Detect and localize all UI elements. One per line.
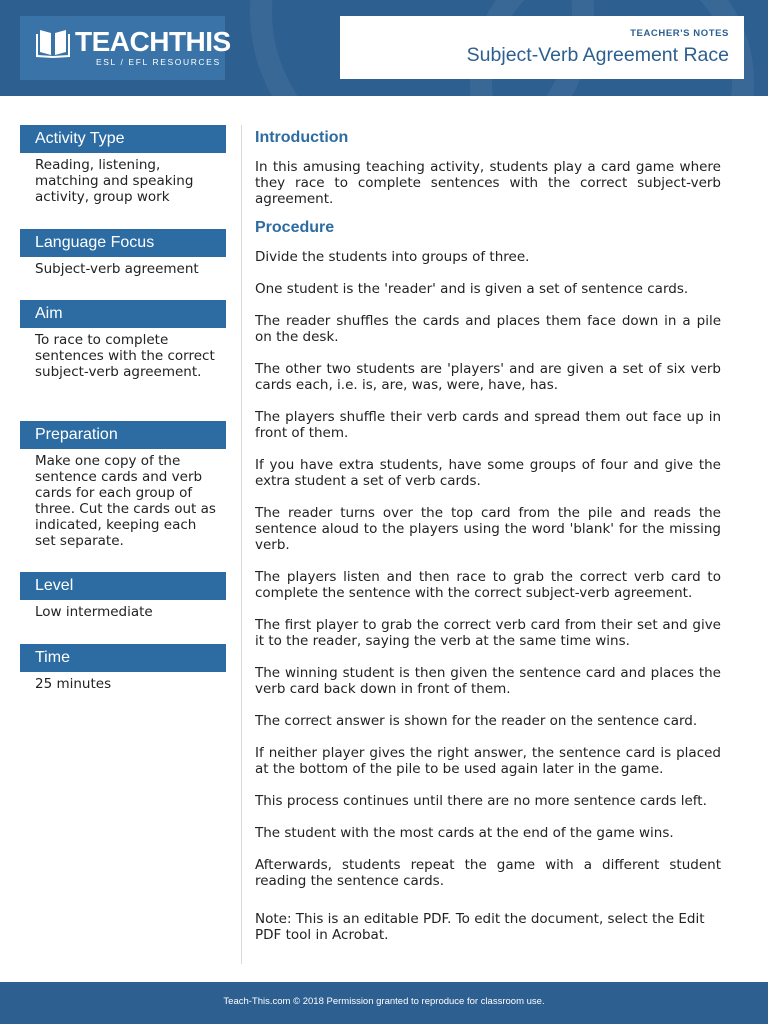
sidebar-heading: Time <box>20 644 226 672</box>
column-divider <box>241 125 242 964</box>
introduction-text: In this amusing teaching activity, students play a card game where they race to complete sentences with the correct subject-verb agreement. <box>255 159 721 207</box>
title-box <box>340 16 744 79</box>
sidebar-heading: Language Focus <box>20 229 226 257</box>
sidebar-heading: Activity Type <box>20 125 226 153</box>
editable-pdf-note: Note: This is an editable PDF. To edit the document, select the Edit PDF tool in Acrobat. <box>255 911 705 943</box>
procedure-step: If neither player gives the right answer, the sentence card is placed at the bottom of the pile to be used again later in the game. <box>255 745 721 777</box>
procedure-step: The first player to grab the correct verb card from their set and give it to the reader, saying the verb at the same time wins. <box>255 617 721 649</box>
sidebar-body: Low intermediate <box>35 604 153 620</box>
sidebar-section-time <box>20 644 226 692</box>
page-title: Subject-Verb Agreement Race <box>466 44 729 66</box>
sidebar <box>20 125 226 692</box>
brand-tagline: ESL / EFL RESOURCES <box>96 57 221 67</box>
procedure-step: The players listen and then race to grab the correct verb card to complete the sentence with the correct subject-verb agreement. <box>255 569 721 601</box>
procedure-steps <box>255 249 721 889</box>
sidebar-body: Make one copy of the sentence cards and verb cards for each group of three. Cut the cards out as indicated, keeping each set separate. <box>35 453 216 549</box>
book-icon <box>36 26 70 58</box>
procedure-step: This process continues until there are no more sentence cards left. <box>255 793 707 809</box>
procedure-step: Afterwards, students repeat the game with a different student reading the sentence cards. <box>255 857 721 889</box>
main-content <box>255 128 721 943</box>
procedure-step: The student with the most cards at the end of the game wins. <box>255 825 674 841</box>
brand-name: TEACHTHIS <box>75 26 231 57</box>
procedure-step: If you have extra students, have some groups of four and give the extra student a set of verb cards. <box>255 457 721 489</box>
procedure-step: The players shuffle their verb cards and spread them out face up in front of them. <box>255 409 721 441</box>
procedure-step: Divide the students into groups of three. <box>255 249 530 265</box>
sidebar-section-preparation <box>20 421 226 572</box>
sidebar-heading: Level <box>20 572 226 600</box>
sidebar-body: 25 minutes <box>35 676 112 692</box>
introduction-heading: Introduction <box>255 129 349 146</box>
page-header <box>0 0 768 96</box>
procedure-step: The winning student is then given the sentence card and places the verb card back down in front of them. <box>255 665 721 697</box>
sidebar-section-level <box>20 572 226 644</box>
sidebar-heading: Aim <box>20 300 226 328</box>
procedure-step: The correct answer is shown for the reader on the sentence card. <box>255 713 698 729</box>
sidebar-heading: Preparation <box>20 421 226 449</box>
logo <box>20 16 231 80</box>
sidebar-section-activity-type <box>20 125 226 229</box>
procedure-heading: Procedure <box>255 219 335 236</box>
sidebar-body: To race to complete sentences with the correct subject-verb agreement. <box>35 332 215 380</box>
page-footer <box>0 982 768 1024</box>
sidebar-section-aim <box>20 300 226 421</box>
sidebar-body: Reading, listening, matching and speaking activity, group work <box>35 157 194 205</box>
sidebar-body: Subject-verb agreement <box>35 261 199 277</box>
procedure-step: One student is the 'reader' and is given a set of sentence cards. <box>255 281 689 297</box>
procedure-step: The other two students are 'players' and are given a set of six verb cards each, i.e. is, are, was, were, have, has. <box>255 361 721 393</box>
procedure-step: The reader turns over the top card from the pile and reads the sentence aloud to the players using the word 'blank' for the missing verb. <box>255 505 721 553</box>
procedure-step: The reader shuffles the cards and places them face down in a pile on the desk. <box>255 313 721 345</box>
footer-copyright: Teach-This.com © 2018 Permission granted to reproduce for classroom use. <box>223 996 545 1007</box>
notes-label: TEACHER'S NOTES <box>630 28 729 39</box>
sidebar-section-language-focus <box>20 229 226 300</box>
